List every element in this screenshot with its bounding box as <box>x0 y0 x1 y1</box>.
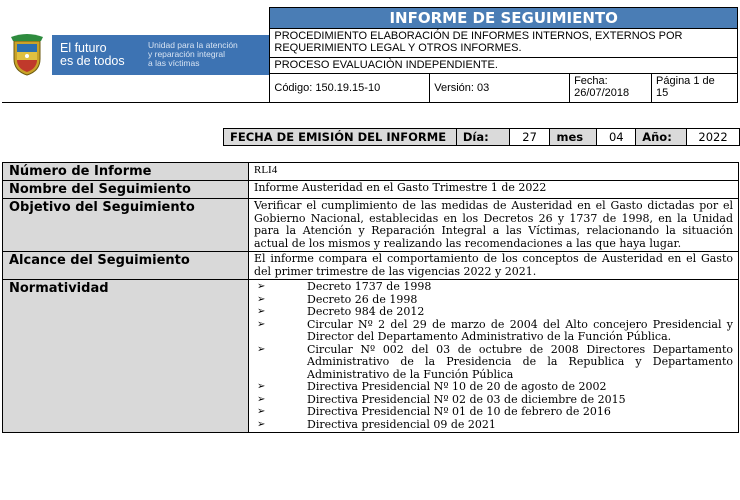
list-item-text: Decreto 1737 de 1998 <box>307 280 432 293</box>
list-item-text: Directiva Presidencial Nº 02 de 03 de diciembre de 2015 <box>307 392 626 406</box>
year-value: 2022 <box>687 129 740 146</box>
alcance-value: El informe compara el comportamiento de los conceptos de Austeridad en el Gasto del primer trimestre de las vigencias 2022 y 2021. <box>249 252 739 280</box>
emission-date-row <box>223 128 740 146</box>
list-item <box>254 344 733 382</box>
document-header <box>2 7 738 103</box>
coat-of-arms-icon <box>8 33 46 77</box>
page-counter <box>652 74 738 103</box>
document-version: Versión: 03 <box>430 74 570 103</box>
document-date <box>570 74 652 103</box>
document-code: Código: 150.19.15-10 <box>270 74 430 103</box>
list-item-text: Directiva Presidencial Nº 10 de 20 de agosto de 2002 <box>307 380 607 393</box>
arrow-bullet-icon: ➢ <box>257 381 266 392</box>
objetivo-label: Objetivo del Seguimiento <box>3 199 249 252</box>
list-item <box>254 419 733 432</box>
alcance-label: Alcance del Seguimiento <box>3 252 249 280</box>
unit-line-2: y reparación integral <box>148 49 226 60</box>
unit-line-1: Unidad para la atención <box>148 40 238 51</box>
numero-label: Número de Informe <box>3 163 249 181</box>
month-label: mes <box>550 129 597 146</box>
logo-slogan <box>60 42 144 68</box>
date-label: Fecha: <box>574 75 608 87</box>
slogan-line-1: El futuro <box>60 40 107 55</box>
arrow-bullet-icon: ➢ <box>257 293 266 305</box>
objetivo-value: Verificar el cumplimiento de las medidas de Austeridad en el Gasto dictadas por el Gobierno Nacional, establecidas en los Decretos 26 y 1737 de 1998, en la Unidad para la Atención y Reparación Integral a las Víctimas, relacionando la situación actual de los mismos y realizando las recomendaciones a las que haya lugar. <box>249 199 739 252</box>
report-info-table <box>2 162 739 433</box>
table-row <box>3 280 739 433</box>
normatividad-list <box>254 281 733 431</box>
day-value: 27 <box>509 129 550 146</box>
list-item-text: Circular Nº 2 del 29 de marzo de 2004 del Alto concejero Presidencial y Director del Departamento Administrativo de la Función Pública. <box>307 317 733 343</box>
page-total: 15 <box>656 87 669 99</box>
table-row <box>3 181 739 199</box>
process-name: PROCESO EVALUACIÒN INDEPENDIENTE. <box>270 58 738 74</box>
month-value: 04 <box>597 129 636 146</box>
list-item-text: Circular Nº 002 del 03 de octubre de 2008 Directores Departamento Administrativo de la Presidencia de la Republica y Departamento Administrativo de la Función Pública <box>307 342 733 381</box>
table-row <box>3 252 739 280</box>
normatividad-value <box>249 280 739 433</box>
page-label: Página 1 de <box>656 75 715 87</box>
table-row <box>3 199 739 252</box>
arrow-bullet-icon: ➢ <box>257 281 266 292</box>
arrow-bullet-icon: ➢ <box>257 318 266 330</box>
list-item-text: Directiva Presidencial Nº 01 de 10 de febrero de 2016 <box>307 405 611 418</box>
arrow-bullet-icon: ➢ <box>257 406 266 417</box>
list-item-text: Directiva presidencial 09 de 2021 <box>307 417 496 431</box>
arrow-bullet-icon: ➢ <box>257 343 266 355</box>
nombre-label: Nombre del Seguimiento <box>3 181 249 199</box>
logo-banner <box>52 35 269 75</box>
date-value: 26/07/2018 <box>574 87 630 99</box>
arrow-bullet-icon: ➢ <box>257 418 266 430</box>
report-title: INFORME DE SEGUIMIENTO <box>270 8 738 29</box>
logo-unit-name <box>148 41 238 68</box>
day-label: Día: <box>456 129 509 146</box>
nombre-value: Informe Austeridad en el Gasto Trimestre 1 de 2022 <box>249 181 739 199</box>
institution-logo <box>2 21 269 89</box>
normatividad-label: Normatividad <box>3 280 249 433</box>
table-row <box>3 163 739 181</box>
list-item-text: Decreto 26 de 1998 <box>307 292 418 306</box>
procedure-name: PROCEDIMIENTO ELABORACIÓN DE INFORMES INTERNOS, EXTERNOS POR REQUERIMIENTO LEGAL Y OTROS INFORMES. <box>270 29 738 58</box>
arrow-bullet-icon: ➢ <box>257 306 266 317</box>
arrow-bullet-icon: ➢ <box>257 393 266 405</box>
numero-value: RLI4 <box>249 163 739 181</box>
slogan-line-2: es de todos <box>60 53 125 68</box>
logo-cell <box>2 8 270 103</box>
unit-line-3: a las víctimas <box>148 58 200 69</box>
list-item-text: Decreto 984 de 2012 <box>307 305 425 318</box>
list-item <box>254 319 733 344</box>
year-label: Año: <box>636 129 687 146</box>
emission-label: FECHA DE EMISIÓN DEL INFORME <box>224 129 457 146</box>
